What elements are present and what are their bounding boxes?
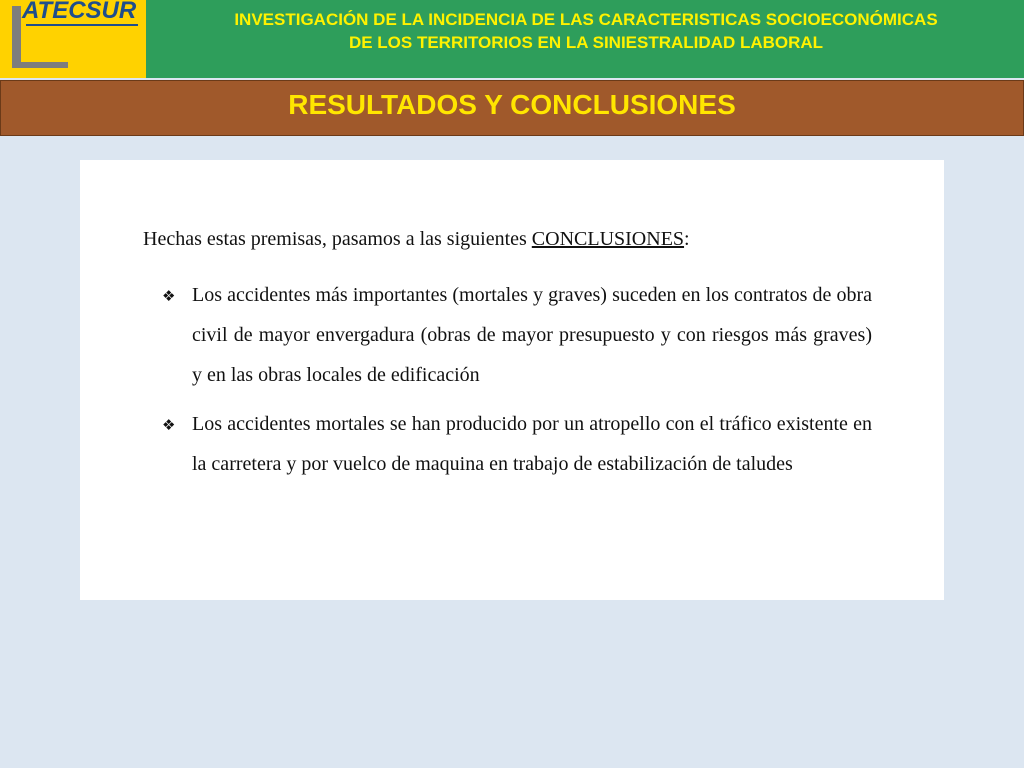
- bullet-item-1: Los accidentes más importantes (mortales y graves) suceden en los contratos de obra civil de mayor envergadura (obras de mayor presupuesto y con riesgos más graves) y en las obras locales de edificación: [192, 284, 872, 386]
- bullet-diamond-icon: ❖: [162, 287, 176, 305]
- intro-text: [143, 228, 690, 251]
- intro-emphasis: CONCLUSIONES: [531, 228, 685, 250]
- logo-bar-foot: [12, 62, 68, 68]
- logo-bar: [12, 6, 21, 68]
- section-title: RESULTADOS Y CONCLUSIONES: [288, 89, 736, 120]
- intro-prefix: Hechas estas premisas, pasamos a las siguientes: [143, 228, 532, 250]
- header-title: [150, 8, 1022, 54]
- content-card: [80, 160, 944, 600]
- logo-underline: [26, 24, 138, 26]
- header-title-line-1: INVESTIGACIÓN DE LA INCIDENCIA DE LAS CARACTERISTICAS SOCIOECONÓMICAS: [234, 10, 938, 29]
- header-title-line-2: DE LOS TERRITORIOS EN LA SINIESTRALIDAD LABORAL: [348, 33, 824, 52]
- atecsur-logo: [0, 0, 146, 78]
- logo-text: ATECSUR: [22, 0, 137, 24]
- intro-suffix: :: [684, 228, 690, 250]
- section-band: [0, 80, 1024, 136]
- slide-header: [0, 0, 1024, 78]
- bullet-item-2: Los accidentes mortales se han producido por un atropello con el tráfico existente en la carretera y por vuelco de maquina en trabajo de estabilización de taludes: [192, 413, 872, 475]
- bullet-diamond-icon: ❖: [162, 416, 176, 434]
